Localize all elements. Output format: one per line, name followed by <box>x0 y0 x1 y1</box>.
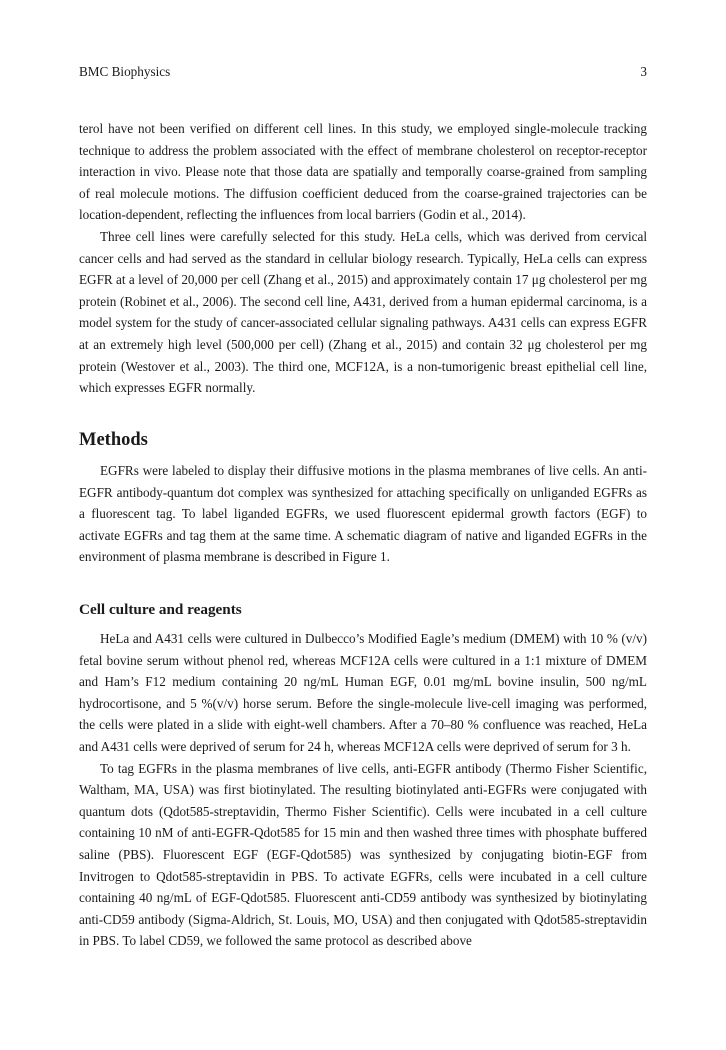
intro-paragraph-1: terol have not been verified on different cell lines. In this study, we employed single-molecule tracking technique to address the problem associated with the effect of membrane cholesterol on receptor-receptor interaction in vivo. Please note that those data are spatially and temporally coarse-grained from sampling of real molecule motions. The diffusion coefficient deduced from the coarse-grained trajectories can be location-dependent, reflecting the influences from local barriers (Godin et al., 2014). <box>79 121 647 223</box>
page-header <box>79 64 647 84</box>
cell-culture-heading: Cell culture and reagents <box>79 601 242 618</box>
methods-paragraph-1: EGFRs were labeled to display their diffusive motions in the plasma membranes of live cells. An anti-EGFR antibody-quantum dot complex was synthesized for attaching specifically on unliganded EGFRs as a fluorescent tag. To label liganded EGFRs, we used fluorescent epidermal growth factors (EGF) to activate EGFRs and tag them at the same time. A schematic diagram of native and liganded EGFRs in the environment of plasma membrane is described in Figure 1. <box>79 463 647 565</box>
methods-section <box>79 460 647 568</box>
journal-name: BMC Biophysics <box>79 64 171 79</box>
intro-paragraph-2: Three cell lines were carefully selected for this study. HeLa cells, which was derived from cervical cancer cells and had served as the standard in cellular biology research. Typically, HeLa cells can express EGFR at a level of 20,000 per cell (Zhang et al., 2015) and approximately contain 17 μg cholesterol per mg protein (Robinet et al., 2006). The second cell line, A431, derived from a human epidermal carcinoma, is a model system for the study of cancer-associated cellular signaling pathways. A431 cells can express EGFR at an extremely high level (500,000 per cell) (Zhang et al., 2015) and contain 32 μg cholesterol per mg protein (Westover et al., 2003). The third one, MCF12A, is a non-tumorigenic breast epithelial cell line, which expresses EGFR normally. <box>79 228 647 396</box>
page-number: 3 <box>640 64 647 79</box>
cell-culture-paragraph-2: To tag EGFRs in the plasma membranes of live cells, anti-EGFR antibody (Thermo Fisher Scientific, Waltham, MA, USA) was first biotinylated. The resulting biotinylated anti-EGFRs were conjugated with quantum dots (Qdot585-streptavidin, Thermo Fisher Scientific). Cells were incubated in a cell culture containing 10 nM of anti-EGFR-Qdot585 for 15 min and then washed three times with phosphate buffered saline (PBS). Fluorescent EGF (EGF-Qdot585) was synthesized by conjugating biotin-EGF from Invitrogen to Qdot585-streptavidin in PBS. To activate EGFRs, cells were incubated in a cell culture containing 40 ng/mL of EGF-Qdot585. Fluorescent anti-CD59 antibody was synthesized by biotinylating anti-CD59 antibody (Sigma-Aldrich, St. Louis, MO, USA) and then conjugated with Qdot585-streptavidin in PBS. To label CD59, we followed the same protocol as described above <box>79 760 647 949</box>
cell-culture-paragraph-1: HeLa and A431 cells were cultured in Dulbecco’s Modified Eagle’s medium (DMEM) with 10 % (v/v) fetal bovine serum without phenol red, whereas MCF12A cells were cultured in a 1:1 mixture of DMEM and Ham’s F12 medium containing 20 ng/mL Human EGF, 0.01 mg/mL bovine insulin, 500 ng/mL hydrocortisone, and 5 %(v/v) horse serum. Before the single-molecule live-cell imaging was performed, the cells were plated in a slide with eight-well chambers. After a 70–80 % confluence was reached, HeLa and A431 cells were deprived of serum for 24 h, whereas MCF12A cells were deprived of serum for 3 h. <box>79 631 647 754</box>
methods-heading: Methods <box>79 430 148 450</box>
cell-culture-section <box>79 628 647 952</box>
intro-section <box>79 118 647 399</box>
